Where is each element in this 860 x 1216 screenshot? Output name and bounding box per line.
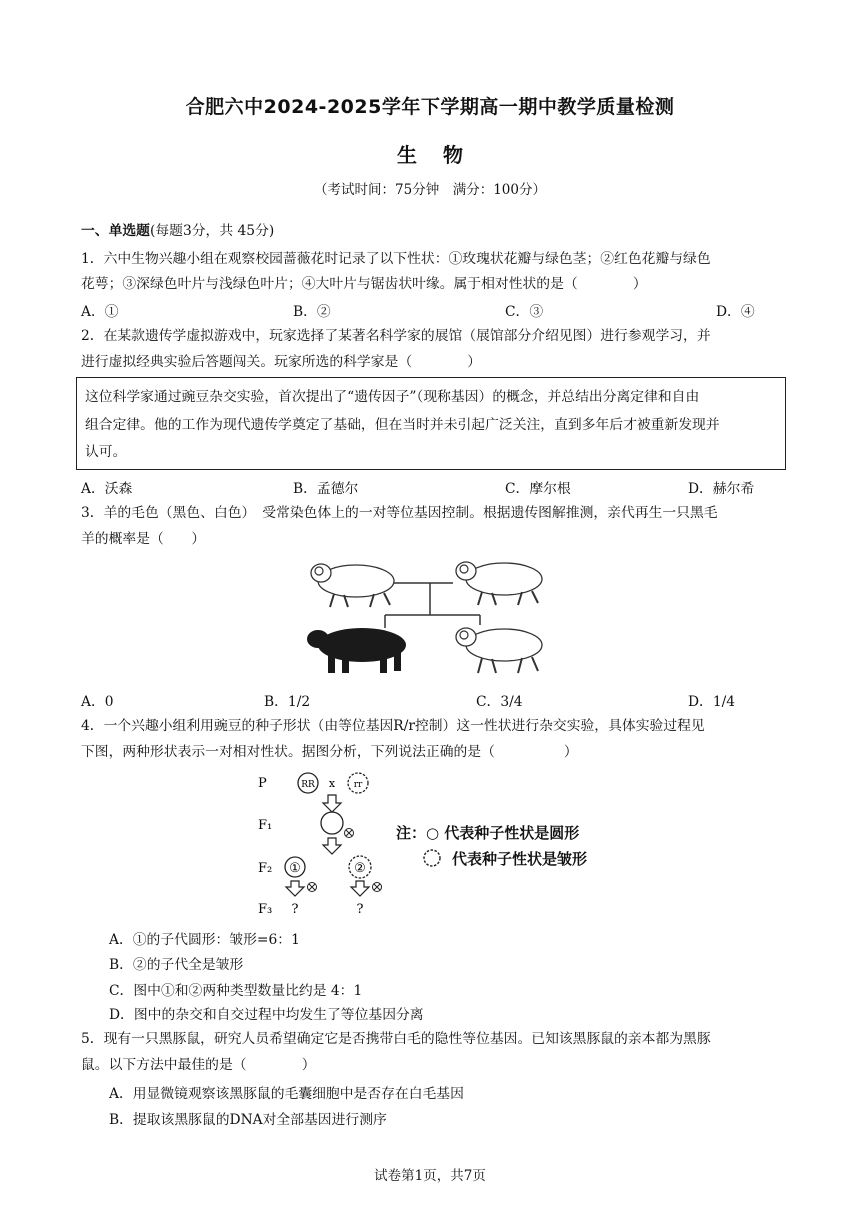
down-arrow-icon: [351, 881, 369, 896]
white-sheep-parent-icon: [456, 562, 542, 605]
q5-stem-line2: 鼠。以下方法中最佳的是（ ）: [81, 1057, 316, 1073]
cross-symbol: x: [328, 777, 336, 790]
q3-option-c[interactable]: C．3/4: [476, 694, 523, 710]
pea-cross-diagram: [250, 765, 630, 925]
q4-stem-line1: 4．一个兴趣小组利用豌豆的种子形状（由等位基因R/r控制）这一性状进行杂交实验，具体实验过程见: [81, 718, 705, 734]
generation-f3: F₃: [258, 902, 273, 917]
q3-stem-line2: 羊的概率是（ ）: [81, 531, 206, 547]
q5-stem-line1: 5．现有一只黑豚鼠，研究人员希望确定它是否携带白毛的隐性等位基因。已知该黑豚鼠的亲本都为黑豚: [81, 1031, 711, 1047]
q1-stem-line1: 1．六中生物兴趣小组在观察校园蔷薇花时记录了以下性状：①玫瑰状花瓣与绿色茎；②红色花瓣与绿色: [81, 251, 711, 267]
subject-title: 生物: [397, 143, 489, 167]
q1-option-d[interactable]: D．④: [716, 304, 755, 320]
q2-option-c[interactable]: C．摩尔根: [505, 481, 571, 497]
type-2-label: ②: [354, 861, 366, 876]
q5-option-b[interactable]: B．提取该黑豚鼠的DNA对全部基因进行测序: [109, 1112, 387, 1128]
generation-f2: F₂: [258, 861, 273, 876]
q3-stem-line1: 3．羊的毛色（黑色、白色） 受常染色体上的一对等位基因控制。根据遗传图解推测，亲代再生一只黑毛: [81, 505, 718, 521]
q1-option-a[interactable]: A．①: [81, 304, 119, 320]
legend-round: 注：○ 代表种子性状是圆形: [396, 824, 580, 842]
q4-option-d[interactable]: D．图中的杂交和自交过程中均发生了等位基因分离: [109, 1007, 424, 1023]
q3-option-a[interactable]: A．0: [81, 694, 114, 710]
page-footer: 试卷第1页，共7页: [374, 1168, 486, 1184]
generation-p: P: [258, 776, 267, 791]
q4-option-c[interactable]: C．图中①和②两种类型数量比约是 4：1: [109, 983, 363, 999]
exam-info: （考试时间：75分钟 满分：100分）: [314, 182, 546, 198]
exam-title: 合肥六中2024-2025学年下学期高一期中教学质量检测: [185, 96, 675, 118]
q2-option-a[interactable]: A．沃森: [81, 481, 133, 497]
round-seed-icon: [321, 812, 343, 834]
wrinkled-legend-icon: [421, 847, 443, 869]
q4-option-b[interactable]: B．②的子代全是皱形: [109, 957, 244, 973]
scientist-intro-box: [76, 377, 786, 470]
down-arrow-icon: [286, 881, 304, 896]
legend-wrinkled: 代表种子性状是皱形: [452, 850, 588, 868]
rr-recessive-label: rr: [353, 780, 363, 790]
intro-line1: 这位科学家通过豌豆杂交实验，首次提出了“遗传因子”（现称基因）的概念，并总结出分离定律和自由: [85, 389, 700, 405]
down-arrow-icon: [323, 838, 341, 854]
q5-option-a[interactable]: A．用显微镜观察该黑豚鼠的毛囊细胞中是否存在白毛基因: [109, 1086, 464, 1102]
q2-option-b[interactable]: B．孟德尔: [293, 481, 359, 497]
section-heading: [81, 221, 274, 241]
q1-option-b[interactable]: B．②: [293, 304, 331, 320]
q2-stem-line1: 2．在某款遗传学虚拟游戏中，玩家选择了某著名科学家的展馆（展馆部分介绍见图）进行参观学习，并: [81, 328, 711, 344]
unknown-f3-2: ?: [356, 902, 364, 917]
white-sheep-parent-icon: [311, 564, 394, 607]
intro-line3: 认可。: [85, 444, 127, 460]
q2-stem-line2: 进行虚拟经典实验后答题闯关。玩家所选的科学家是（ ）: [81, 354, 482, 370]
q1-stem-line2: 花萼；③深绿色叶片与浅绿色叶片；④大叶片与锯齿状叶缘。属于相对性状的是（ ）: [81, 276, 647, 292]
sheep-pedigree-diagram: [300, 553, 560, 683]
down-arrow-icon: [323, 795, 341, 812]
rr-dominant-label: RR: [301, 780, 315, 790]
black-sheep-offspring-icon: [307, 628, 406, 673]
q2-option-d[interactable]: D．赫尔希: [688, 481, 755, 497]
q3-option-d[interactable]: D．1/4: [688, 694, 736, 710]
q4-option-a[interactable]: A．①的子代圆形：皱形=6：1: [109, 932, 300, 948]
q3-option-b[interactable]: B．1/2: [264, 694, 311, 710]
type-1-label: ①: [289, 861, 301, 876]
section-note: (每题3分，共 45分): [149, 223, 275, 239]
q4-stem-line2: 下图，两种形状表示一对相对性状。据图分析，下列说法正确的是（ ）: [81, 744, 578, 760]
section-title: 一、单选题: [81, 223, 150, 239]
generation-f1: F₁: [258, 818, 273, 833]
q1-option-c[interactable]: C．③: [505, 304, 544, 320]
intro-line2: 组合定律。他的工作为现代遗传学奠定了基础，但在当时并未引起广泛关注，直到多年后才被重新发现并: [85, 417, 720, 433]
white-sheep-offspring-icon: [456, 628, 542, 673]
unknown-f3-1: ?: [291, 902, 299, 917]
